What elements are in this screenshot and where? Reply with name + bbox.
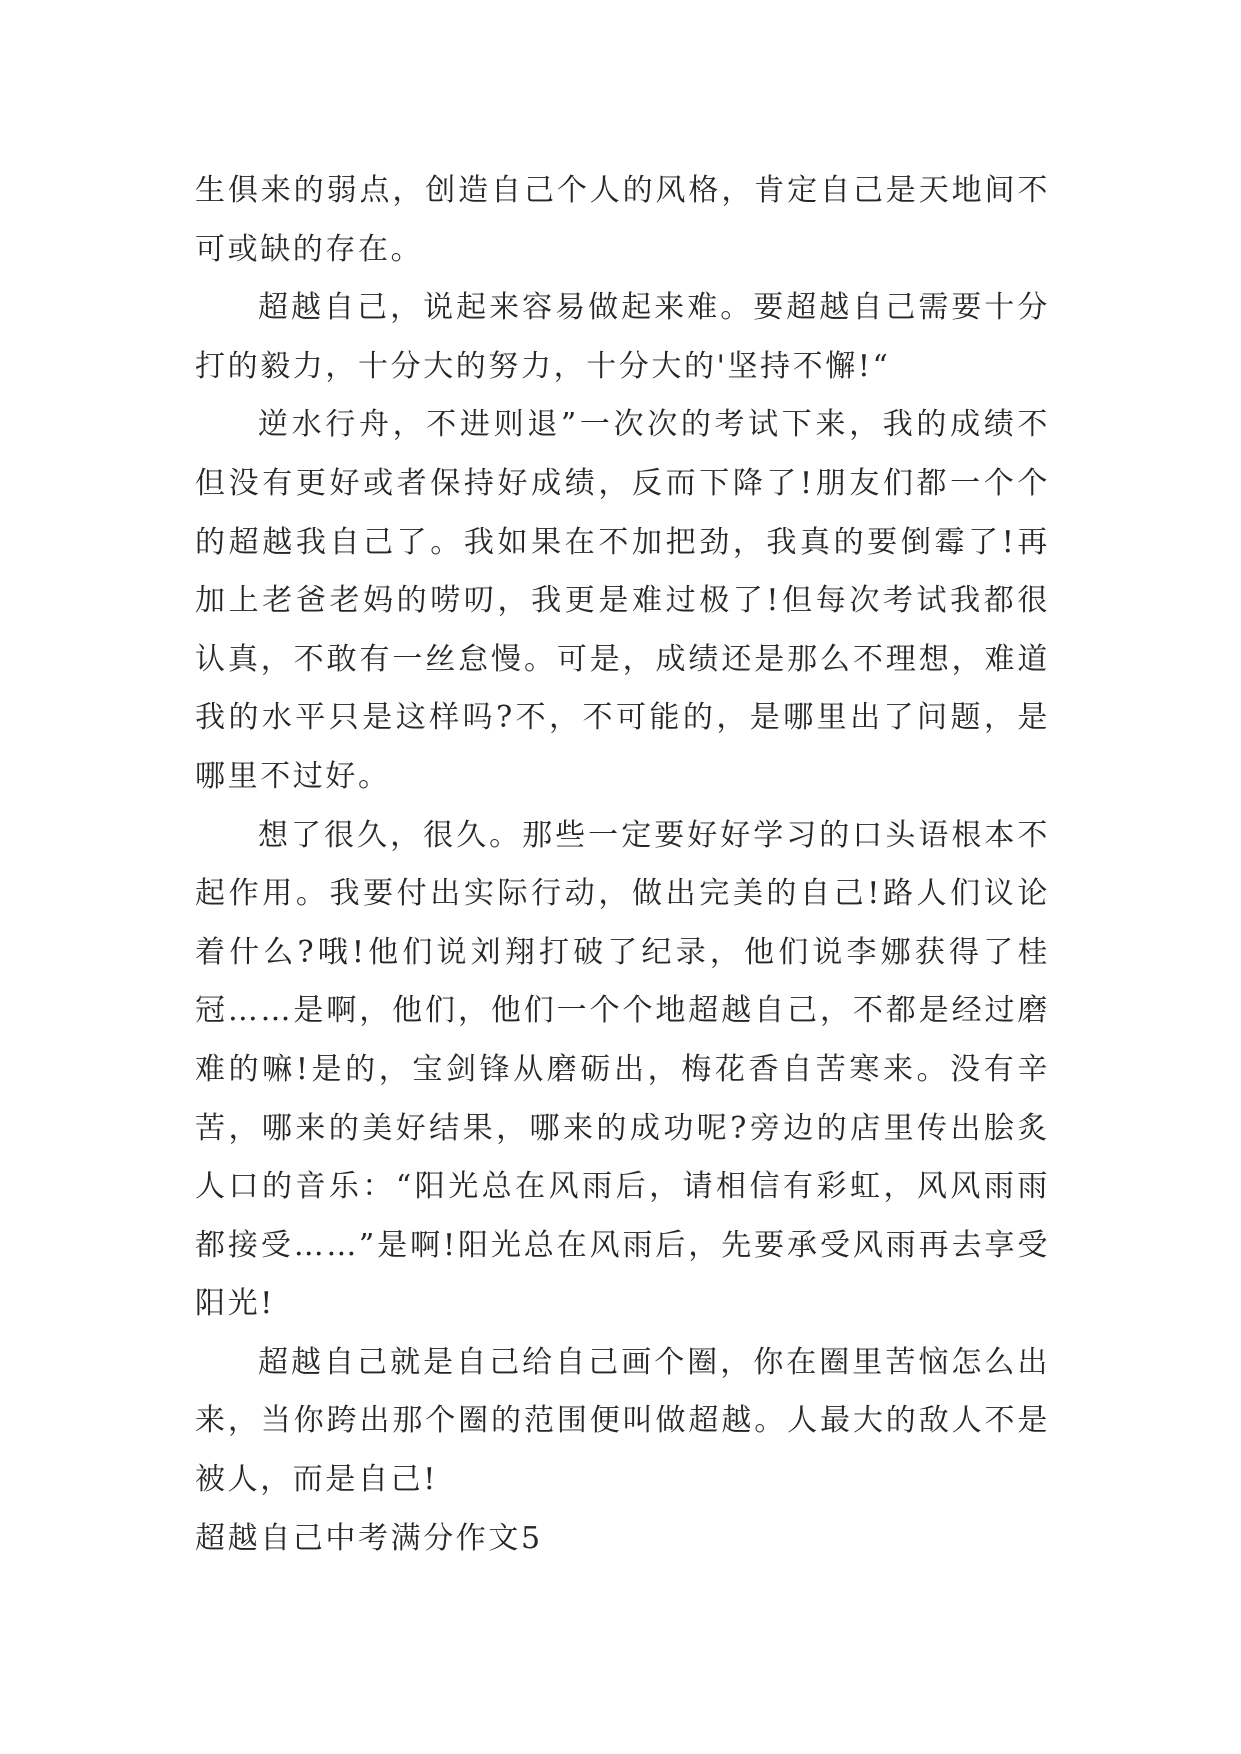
paragraph-3: 逆水行舟，不进则退”一次次的考试下来，我的成绩不但没有更好或者保持好成绩，反而下降了!朋友们都一个个的超越我自己了。我如果在不加把劲，我真的要倒霉了!再加上老爸老妈的唠叨，我更是难过极了!但每次考试我都很认真，不敢有一丝怠慢。可是，成绩还是那么不理想，难道我的水平只是这样吗?不，不可能的，是哪里出了问题，是哪里不过好。 [195, 407, 1050, 794]
paragraph-4: 想了很久，很久。那些一定要好好学习的口头语根本不起作用。我要付出实际行动，做出完美的自己!路人们议论着什么?哦!他们说刘翔打破了纪录，他们说李娜获得了桂冠……是啊，他们，他们一个个地超越自己，不都是经过磨难的嘛!是的，宝剑锋从磨砺出，梅花香自苦寒来。没有辛苦，哪来的美好结果，哪来的成功呢?旁边的店里传出脍炙人口的音乐：“阳光总在风雨后，请相信有彩虹，风风雨雨都接受……”是啊!阳光总在风雨后，先要承受风雨再去享受阳光! [195, 817, 1050, 1322]
section-title: 超越自己中考满分作文5 [195, 1520, 543, 1556]
document-body [195, 162, 1050, 1568]
paragraph-5: 超越自己就是自己给自己画个圈，你在圈里苦恼怎么出来，当你跨出那个圈的范围便叫做超越。人最大的敌人不是被人，而是自己! [195, 1344, 1050, 1498]
paragraph-1: 生俱来的弱点，创造自己个人的风格，肯定自己是天地间不可或缺的存在。 [195, 173, 1050, 267]
paragraph-2: 超越自己，说起来容易做起来难。要超越自己需要十分打的毅力，十分大的努力，十分大的'坚持不懈!“ [195, 290, 1050, 384]
